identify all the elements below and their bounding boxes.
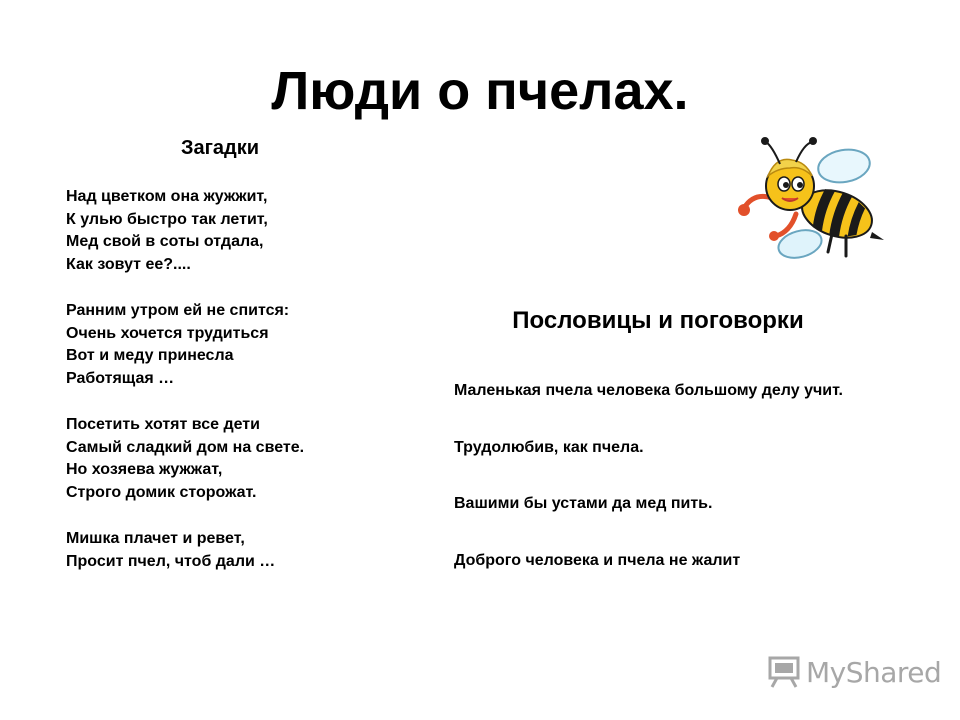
watermark-text: MyShared <box>806 655 942 689</box>
riddle-line: Мишка плачет и ревет, <box>66 530 245 547</box>
proverbs-heading: Пословицы и поговорки <box>512 307 804 334</box>
riddle-line: К улью быстро так летит, <box>66 210 268 228</box>
riddle-line: Просит пчел, чтоб дали … <box>66 552 276 570</box>
riddle-line: Самый сладкий дом на свете. <box>66 438 305 456</box>
riddle-line: Над цветком она жужжит, <box>66 188 268 205</box>
riddle-stanza <box>66 528 406 573</box>
riddle-stanza <box>66 186 406 276</box>
bee-cartoon-icon <box>732 136 892 266</box>
presentation-board-icon <box>766 655 802 689</box>
riddle-stanza <box>66 414 406 504</box>
proverb-item: Вашими бы устами да мед пить. <box>454 495 713 512</box>
riddle-line: Строго домик сторожат. <box>66 483 257 501</box>
proverb-item: Маленькая пчела человека большому делу учит. <box>454 382 843 399</box>
proverb-item: Трудолюбив, как пчела. <box>454 438 644 456</box>
slide-title: Люди о пчелах. <box>271 61 689 121</box>
riddle-line: Но хозяева жужжат, <box>66 461 223 478</box>
riddle-line: Очень хочется трудиться <box>66 324 269 342</box>
riddle-stanza <box>66 300 406 390</box>
proverbs-list <box>454 380 874 606</box>
riddle-line: Мед свой в соты отдала, <box>66 233 264 250</box>
riddles-block <box>66 186 406 597</box>
proverb-item: Доброго человека и пчела не жалит <box>454 551 741 569</box>
riddle-line: Работящая … <box>66 369 175 387</box>
riddle-line: Ранним утром ей не спится: <box>66 302 290 319</box>
riddle-line: Как зовут ее?.... <box>66 255 191 273</box>
riddle-line: Посетить хотят все дети <box>66 416 260 433</box>
riddles-heading: Загадки <box>180 137 260 159</box>
riddle-line: Вот и меду принесла <box>66 347 234 364</box>
watermark <box>766 654 941 690</box>
